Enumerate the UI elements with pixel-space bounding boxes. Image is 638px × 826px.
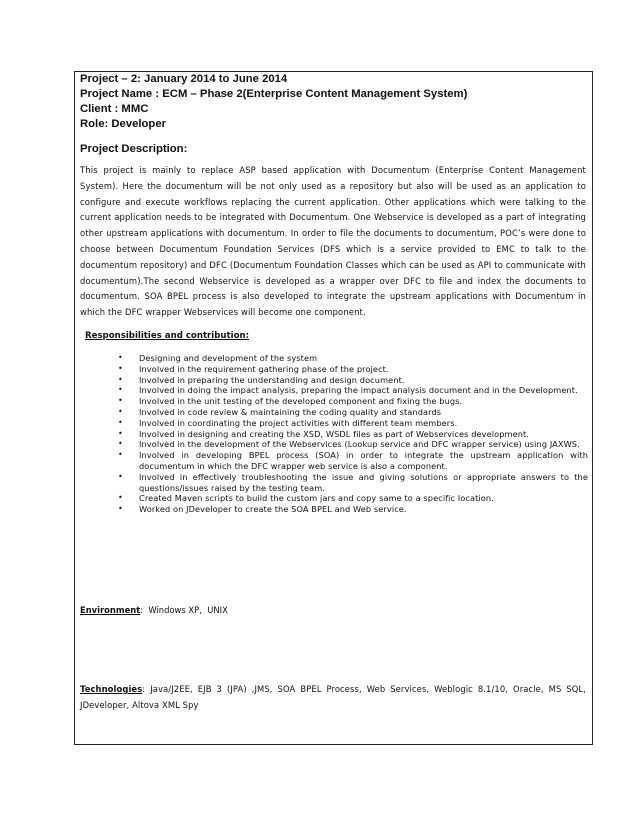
bullet-icon: • [118, 385, 123, 395]
list-item [118, 418, 588, 429]
list-item [118, 429, 588, 440]
list-item [118, 407, 588, 418]
description-text: This project is mainly to replace ASP based application with Documentum (Enterprise Content Management System). Here the documentum will be not only used as a repository but also will be used as an application to configure and execute workflows replacing the current application. Other applications which were talking to the current application needs to be integrated with Documentum. One Webservice is developed as a part of integrating other upstream applications with documentum. In order to file the documents to documentum, POC’s were done to choose between Documentum Foundation Services (DFS which is a service provided to EMC to talk to the documentum repository) and DFC (Documentum Foundation Classes which can be used as API to communicate with documentum).The second Webservice is developed as a wrapper over DFC to file and index the documents to documentum. SOA BPEL process is also developed to integrate the upstream applications with Documentum in which the DFC wrapper Webservices will become one component. [80, 165, 586, 318]
list-item-text: Involved in effectively troubleshooting the issue and giving solutions or appropriate answers to the questions/issues raised by the testing team. [139, 471, 588, 493]
list-item [118, 375, 588, 386]
environment-colon: : [140, 605, 144, 615]
list-item-text: Involved in the requirement gathering phase of the project. [139, 363, 389, 374]
list-item [118, 364, 588, 375]
list-item [118, 385, 588, 396]
technologies-colon: : [142, 684, 146, 694]
responsibilities-heading: Responsibilities and contribution: [85, 331, 250, 341]
description-heading: Project Description: [80, 143, 188, 155]
environment-value: Windows XP, UNIX [143, 605, 228, 615]
technologies-line [80, 682, 586, 714]
list-item [118, 472, 588, 494]
bullet-icon: • [118, 406, 123, 416]
list-item-text: Worked on JDeveloper to create the SOA BPEL and Web service. [139, 504, 407, 515]
list-item-text: Involved in the development of the Webservices (Lookup service and DFC wrapper service) using JAXWS. [139, 439, 580, 450]
technologies-value: Java/J2EE, EJB 3 (JPA) ,JMS, SOA BPEL Process, Web Services, Weblogic 8.1/10, Oracle, MS SQL, JDeveloper, Altova XML Spy [80, 684, 586, 710]
bullet-icon: • [118, 417, 123, 427]
bullet-icon: • [118, 363, 123, 373]
list-item-text: Created Maven scripts to build the custom jars and copy same to a specific location. [139, 493, 494, 504]
technologies-label: Technologies [80, 684, 143, 694]
list-item-text: Involved in code review & maintaining the coding quality and standards [139, 406, 442, 417]
environment-line [80, 605, 228, 615]
list-item-text: Involved in coordinating the project activities with different team members. [139, 417, 458, 428]
client-name: Client : MMC [80, 103, 149, 115]
bullet-icon: • [118, 471, 123, 481]
list-item [118, 353, 588, 364]
list-item [118, 439, 588, 450]
role: Role: Developer [80, 118, 167, 130]
bullet-icon: • [118, 450, 123, 460]
bullet-icon: • [118, 353, 123, 362]
list-item-text: Involved in designing and creating the XSD, WSDL files as part of Webservices development. [139, 428, 530, 439]
project-period: Project – 2: January 2014 to June 2014 [80, 73, 288, 85]
bullet-icon: • [118, 493, 123, 503]
environment-label: Environment [80, 605, 141, 615]
list-item [118, 504, 588, 515]
list-item-text: Involved in doing the impact analysis, preparing the impact analysis document and in the Development. [139, 385, 578, 396]
list-item [118, 396, 588, 407]
list-item [118, 450, 588, 472]
bullet-icon: • [118, 439, 123, 449]
list-item-text: Involved in preparing the understanding and design document. [139, 374, 405, 385]
list-item [118, 493, 588, 504]
project-name: Project Name : ECM – Phase 2(Enterprise Content Management System) [80, 88, 468, 100]
bullet-icon: • [118, 428, 123, 438]
list-item-text: Involved in the unit testing of the developed component and fixing the bugs. [139, 396, 463, 407]
bullet-icon: • [118, 374, 123, 384]
project-header [80, 72, 585, 132]
bullet-icon: • [118, 396, 123, 406]
list-item-text: Involved in developing BPEL process (SOA) in order to integrate the upstream application with documentum in which the DFC wrapper web service is also a component. [139, 450, 588, 471]
list-item-text: Designing and development of the system [139, 353, 318, 363]
responsibilities-list [118, 353, 588, 515]
bullet-icon: • [118, 504, 123, 514]
